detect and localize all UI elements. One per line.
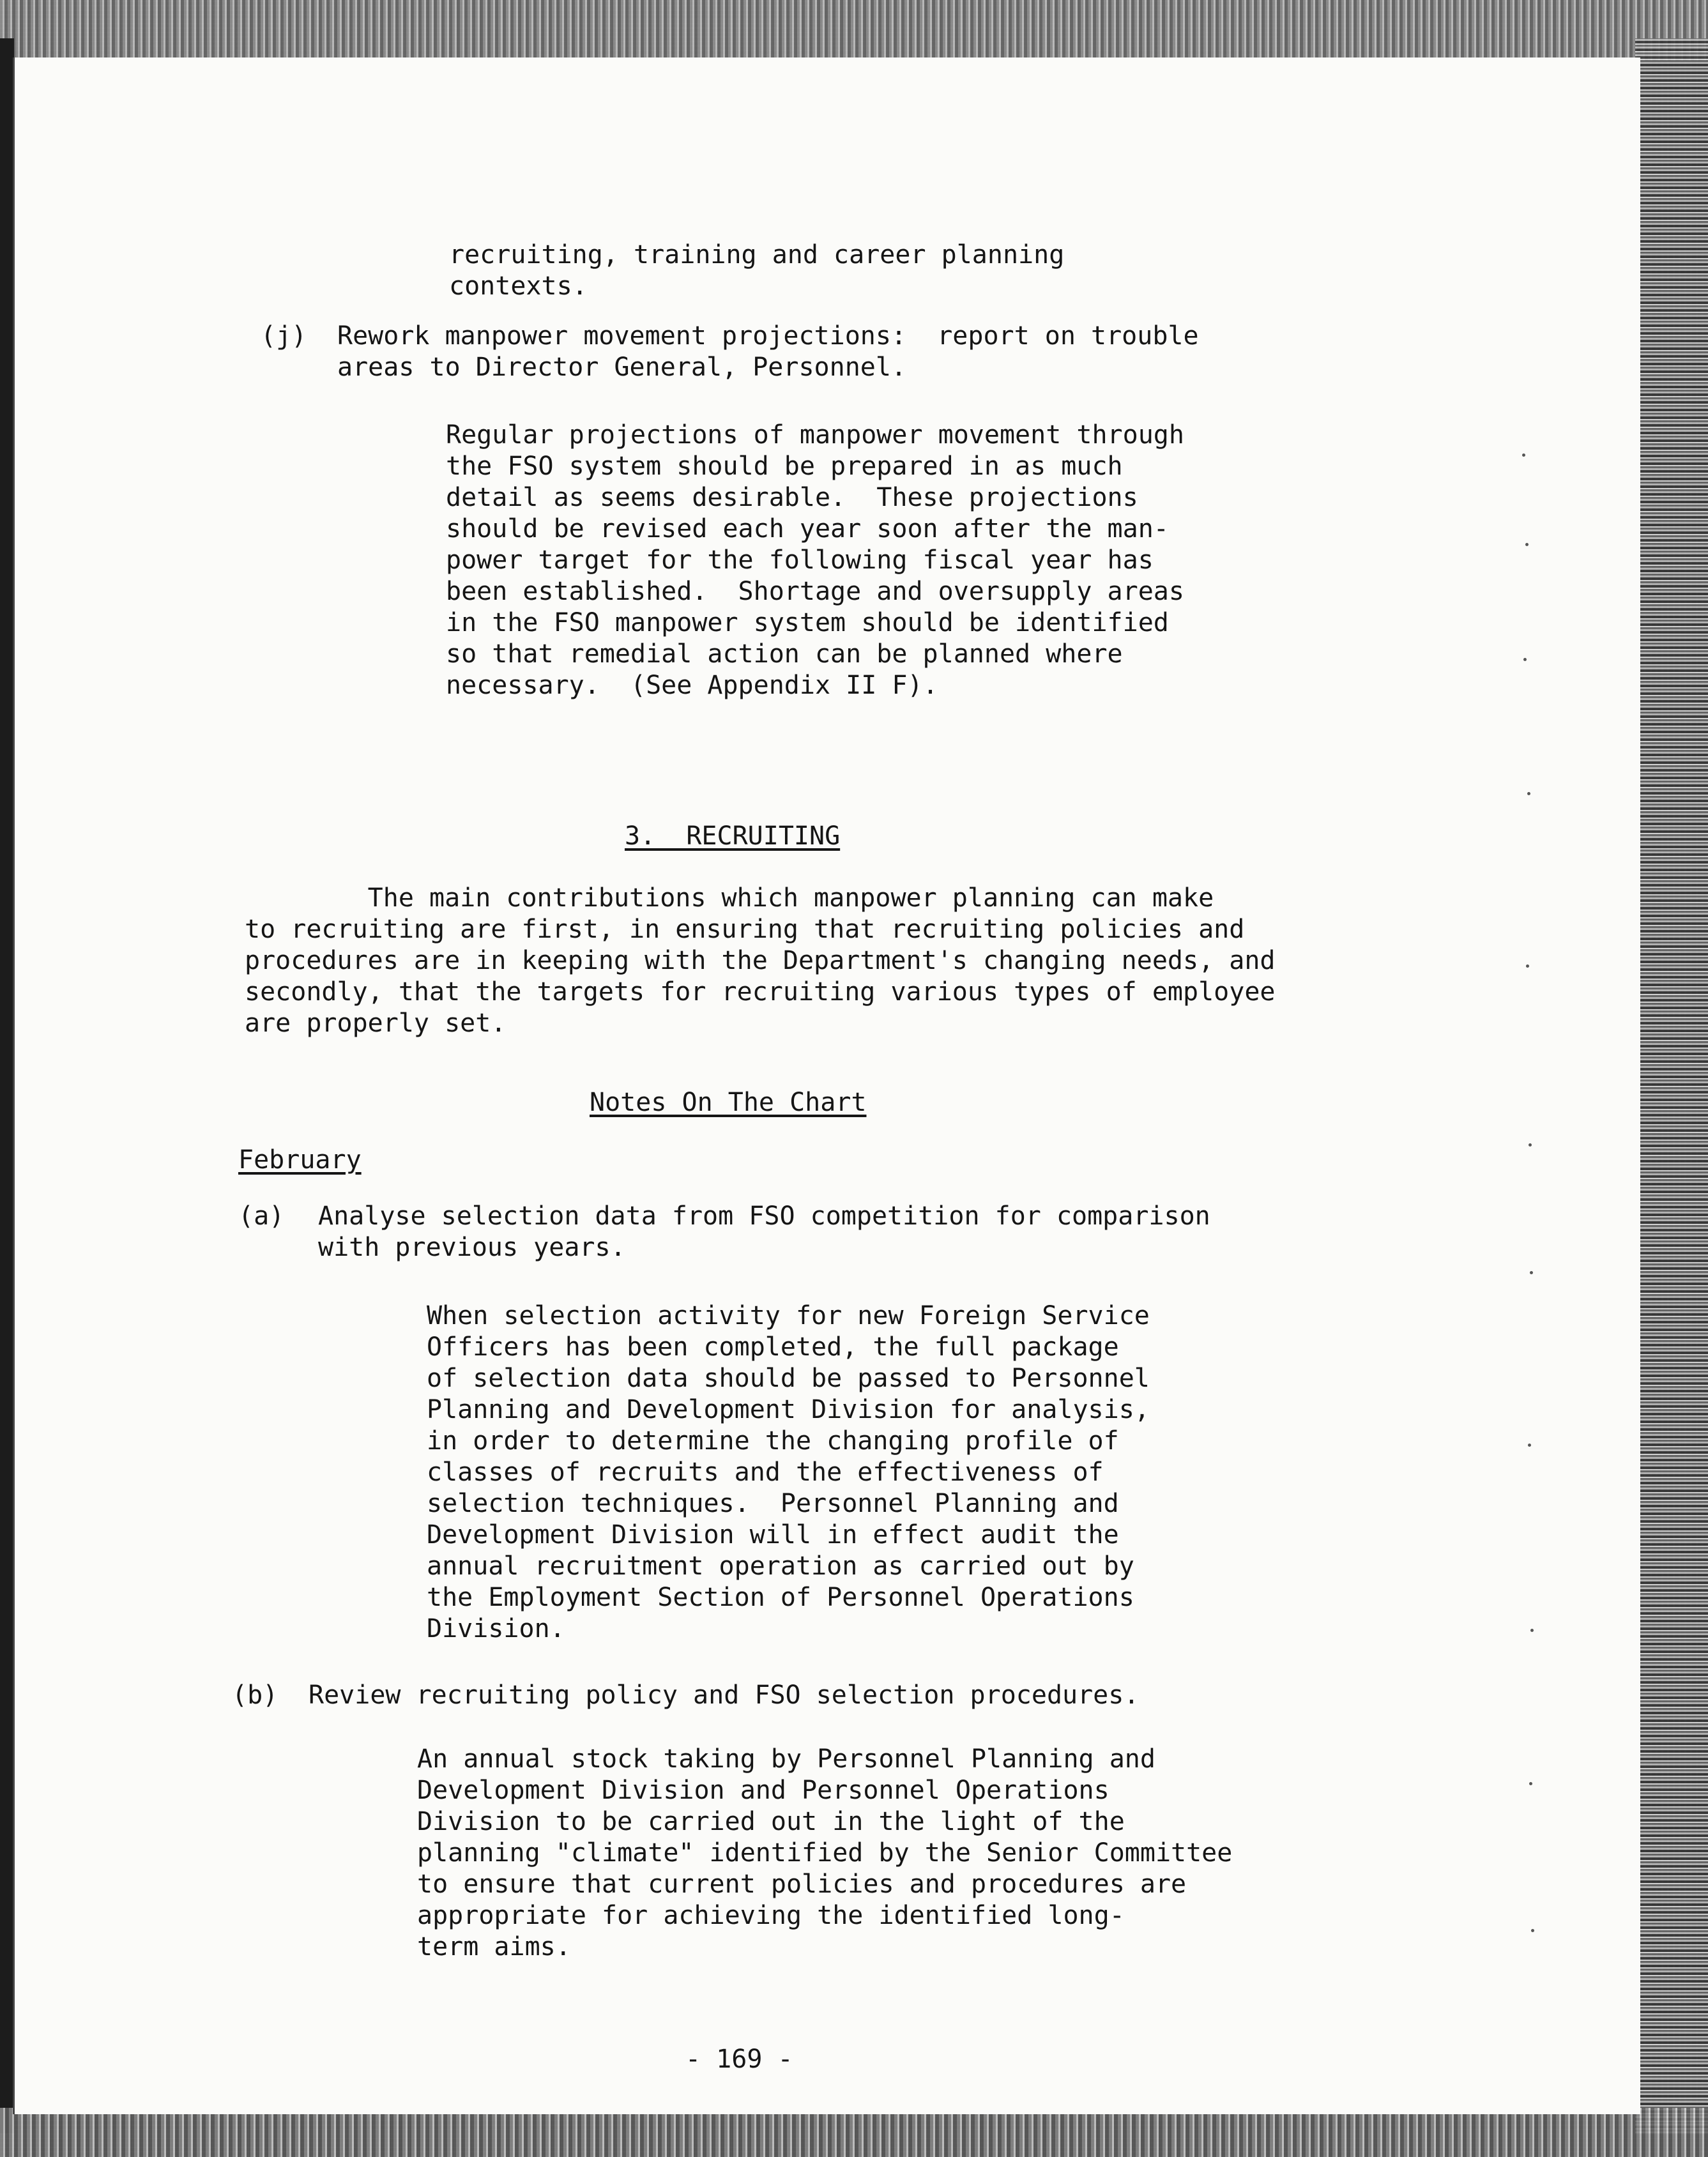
month-heading: February — [238, 1145, 362, 1175]
scan-speck — [1529, 1143, 1532, 1147]
scan-speck — [1530, 1629, 1534, 1632]
item-j-body-line: so that remedial action can be planned where — [446, 639, 1123, 669]
item-a-title-line-2: with previous years. — [318, 1233, 626, 1262]
continued-line-1: recruiting, training and career planning — [449, 240, 1065, 270]
scan-speck — [1526, 964, 1529, 968]
section-intro-line: are properly set. — [245, 1009, 507, 1038]
continued-line-2: contexts. — [449, 271, 588, 301]
item-a-body-line: selection techniques. Personnel Planning and — [427, 1489, 1119, 1518]
item-j-body-line: should be revised each year soon after the man- — [446, 514, 1169, 544]
item-a-title-line-1: Analyse selection data from FSO competition for comparison — [318, 1201, 1210, 1231]
item-b-body-line: Development Division and Personnel Operations — [417, 1776, 1109, 1805]
item-b-body-line: to ensure that current policies and procedures are — [417, 1870, 1187, 1899]
item-a-body-line: When selection activity for new Foreign Service — [427, 1301, 1150, 1330]
item-j-title-line-1: Rework manpower movement projections: report on trouble — [337, 321, 1199, 351]
item-j-body-line: in the FSO manpower system should be identified — [446, 608, 1169, 637]
item-j-body-line: power target for the following fiscal year has — [446, 545, 1154, 575]
item-b-title-line-1: Review recruiting policy and FSO selection procedures. — [309, 1681, 1140, 1710]
scan-speck — [1527, 792, 1530, 795]
item-b-body-line: term aims. — [417, 1932, 571, 1962]
scan-speck — [1528, 1444, 1531, 1447]
item-a-body-line: classes of recruits and the effectiveness of — [427, 1458, 1104, 1487]
scan-speck — [1525, 543, 1529, 546]
page-number: - 169 - — [685, 2045, 793, 2074]
scan-speck — [1531, 1929, 1534, 1932]
item-a-body-line: Officers has been completed, the full package — [427, 1332, 1119, 1362]
item-j-body-line: the FSO system should be prepared in as much — [446, 452, 1123, 481]
item-j-body-line: been established. Shortage and oversupply areas — [446, 577, 1184, 606]
notes-heading: Notes On The Chart — [590, 1088, 867, 1117]
section-intro-line: procedures are in keeping with the Department's changing needs, and — [245, 946, 1276, 975]
section-intro-line: to recruiting are first, in ensuring that recruiting policies and — [245, 915, 1245, 944]
scan-speck — [1522, 454, 1525, 457]
item-j-marker: (j) — [261, 321, 307, 351]
item-a-marker: (a) — [238, 1201, 285, 1231]
section-intro-line: secondly, that the targets for recruiting various types of employee — [245, 977, 1276, 1007]
scan-speck — [1523, 658, 1527, 661]
item-j-body-line: Regular projections of manpower movement through — [446, 420, 1184, 450]
section-heading: 3. RECRUITING — [625, 821, 841, 851]
item-j-body-line: detail as seems desirable. These projections — [446, 483, 1138, 512]
scan-speck — [1529, 1782, 1532, 1785]
section-intro-line: The main contributions which manpower planning can make — [245, 883, 1214, 913]
item-b-body-line: planning "climate" identified by the Senior Committee — [417, 1838, 1233, 1868]
document-page — [13, 57, 1640, 2114]
item-b-marker: (b) — [232, 1681, 278, 1710]
item-a-body-line: annual recruitment operation as carried out by — [427, 1551, 1134, 1581]
item-j-body-line: necessary. (See Appendix II F). — [446, 671, 938, 700]
item-a-body-line: of selection data should be passed to Personnel — [427, 1364, 1150, 1393]
item-a-body-line: Development Division will in effect audit the — [427, 1520, 1119, 1550]
item-j-title-line-2: areas to Director General, Personnel. — [337, 353, 907, 382]
item-b-body-line: Division to be carried out in the light of the — [417, 1807, 1125, 1836]
item-b-body-line: An annual stock taking by Personnel Planning and — [417, 1744, 1155, 1774]
scanner-edge-bottom — [0, 2108, 1708, 2157]
item-b-body-line: appropriate for achieving the identified long- — [417, 1901, 1125, 1930]
item-a-body-line: Planning and Development Division for analysis, — [427, 1395, 1150, 1424]
item-a-body-line: in order to determine the changing profile of — [427, 1426, 1119, 1456]
scan-speck — [1530, 1271, 1533, 1274]
item-a-body-line: the Employment Section of Personnel Operations — [427, 1583, 1134, 1612]
scanner-edge-left — [0, 38, 14, 2133]
scanner-edge-top — [0, 0, 1708, 61]
scanner-edge-right — [1635, 38, 1708, 2133]
item-a-body-line: Division. — [427, 1614, 565, 1643]
